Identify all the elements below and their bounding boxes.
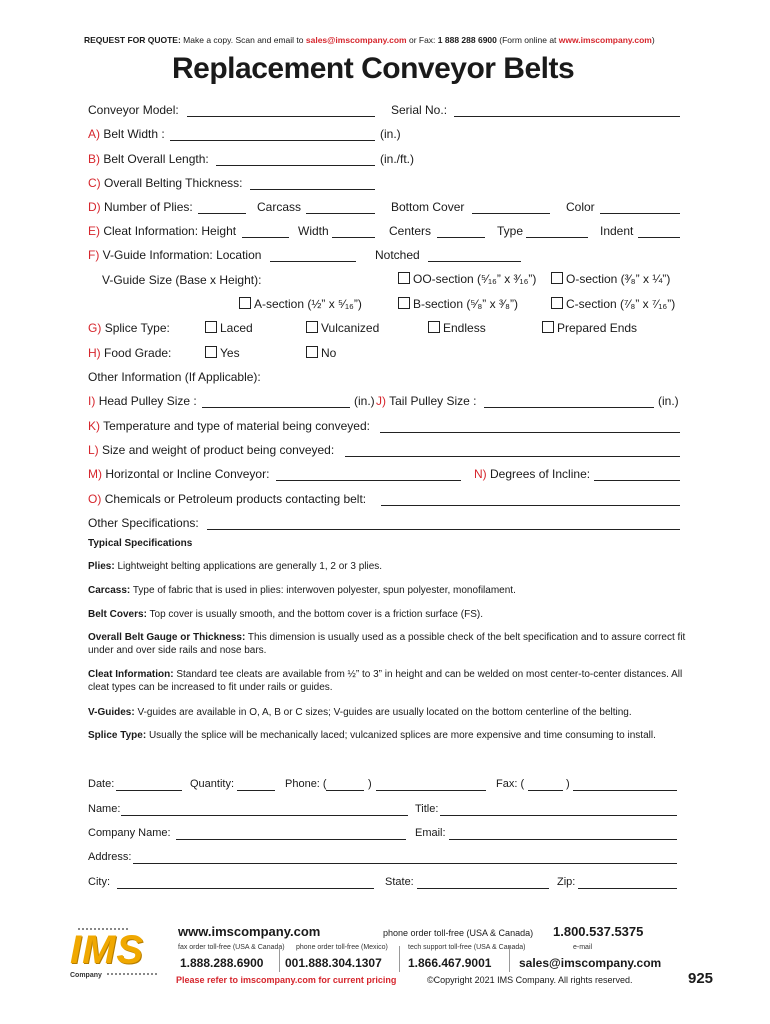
cleat-row: E) Cleat Information: Height	[88, 224, 237, 238]
carcass-field[interactable]	[306, 213, 375, 214]
zip-label: Zip:	[557, 876, 576, 888]
spec-cleat: Cleat Information: Standard tee cleats are available from ½” to 3” in height and can be welded on most center-to-center distances. All cleat types can be increased to fit under rails or guides.	[88, 669, 683, 693]
footer-fax-label: fax order toll-free (USA & Canada)	[178, 944, 285, 951]
incline-degrees-field[interactable]	[594, 480, 680, 481]
address-field[interactable]	[133, 863, 677, 864]
page-title: Replacement Conveyor Belts	[172, 52, 575, 85]
serial-no-field[interactable]	[454, 116, 680, 117]
product-size-field[interactable]	[345, 456, 680, 457]
oo-section-checkbox[interactable]: OO-section (⁵⁄₁₆” x ³⁄₁₆”)	[398, 272, 536, 286]
conveyor-model-label: Conveyor Model:	[88, 103, 179, 117]
spec-belt-gauge: Overall Belt Gauge or Thickness: This dimension is usually used as a possible check of the belt specification and to assure correct fit under and over side rails and nose bars.	[88, 632, 686, 656]
zip-field[interactable]	[578, 888, 677, 889]
ims-logo	[70, 930, 157, 979]
conveyor-orientation-row: M) Horizontal or Incline Conveyor:	[88, 467, 270, 481]
request-quote-header: REQUEST FOR QUOTE: Make a copy. Scan and email to sales@imscompany.com or Fax: 1 888 288 6900 (Form online at www.imscompany.com)	[84, 35, 655, 45]
head-pulley-field[interactable]	[202, 407, 350, 408]
checkbox-icon[interactable]	[306, 346, 318, 358]
chemicals-field[interactable]	[381, 505, 680, 506]
color-field[interactable]	[600, 213, 680, 214]
state-label: State:	[385, 876, 414, 888]
belt-width-unit: (in.)	[380, 127, 401, 141]
city-field[interactable]	[117, 888, 374, 889]
footer-email[interactable]: sales@imscompany.com	[519, 956, 662, 970]
footer-divider-1	[279, 946, 280, 972]
checkbox-icon[interactable]	[551, 272, 563, 284]
quantity-label: Quantity:	[190, 778, 235, 790]
cleat-type-label: Type	[497, 224, 524, 238]
checkbox-icon[interactable]	[551, 297, 563, 309]
title-label: Title:	[415, 803, 439, 815]
checkbox-icon[interactable]	[542, 321, 554, 333]
other-specs-label: Other Specifications:	[88, 516, 199, 530]
other-info-label: Other Information (If Applicable):	[88, 370, 261, 384]
conveyor-model-field[interactable]	[187, 116, 375, 117]
o-section-checkbox[interactable]: O-section (³⁄₈” x ¼”)	[551, 272, 670, 286]
email-label: Email:	[415, 827, 446, 839]
header-url-link[interactable]: www.imscompany.com	[558, 35, 652, 45]
footer-phone-number: 1.800.537.5375	[553, 924, 644, 939]
footer-fax-number: 1.888.288.6900	[180, 956, 264, 970]
belt-thickness-row: C) Overall Belting Thickness:	[88, 176, 243, 190]
checkbox-icon[interactable]	[398, 297, 410, 309]
carcass-label: Carcass	[257, 200, 302, 214]
head-pulley-unit: (in.)	[354, 394, 375, 408]
cleat-width-label: Width	[298, 224, 329, 238]
phone-area-field[interactable]	[326, 790, 364, 791]
specs-heading: Typical Specifications	[88, 538, 193, 549]
plies-field[interactable]	[198, 213, 246, 214]
cleat-type-field[interactable]	[526, 237, 588, 238]
incline-degrees-row: N) Degrees of Incline:	[474, 467, 591, 481]
endless-checkbox[interactable]: Endless	[428, 321, 486, 335]
vguide-size-label: V-Guide Size (Base x Height):	[102, 273, 262, 287]
name-field[interactable]	[121, 815, 408, 816]
b-section-checkbox[interactable]: B-section (⁵⁄₈” x ³⁄₈”)	[398, 297, 518, 311]
belt-width-field[interactable]	[170, 140, 375, 141]
checkbox-icon[interactable]	[398, 272, 410, 284]
phone-number-field[interactable]	[376, 790, 486, 791]
food-grade-row: H) Food Grade:	[88, 346, 172, 360]
date-label: Date:	[88, 778, 115, 790]
address-label: Address:	[88, 851, 132, 863]
header-email-link[interactable]: sales@imscompany.com	[305, 35, 407, 45]
chemicals-row: O) Chemicals or Petroleum products contacting belt:	[88, 492, 367, 506]
notched-field[interactable]	[428, 261, 521, 262]
head-pulley-row: I) Head Pulley Size :	[88, 394, 197, 408]
fax-close: )	[566, 778, 570, 790]
cleat-indent-field[interactable]	[638, 237, 680, 238]
laced-checkbox[interactable]: Laced	[205, 321, 253, 335]
belt-thickness-field[interactable]	[250, 189, 375, 190]
color-label: Color	[566, 200, 595, 214]
notched-label: Notched	[375, 248, 420, 262]
conveyor-orientation-field[interactable]	[276, 480, 461, 481]
cleat-width-field[interactable]	[332, 237, 375, 238]
tail-pulley-field[interactable]	[484, 407, 654, 408]
vulcanized-checkbox[interactable]: Vulcanized	[306, 321, 379, 335]
fax-label: Fax: (	[496, 778, 525, 790]
checkbox-icon[interactable]	[205, 321, 217, 333]
page-number: 925	[688, 970, 714, 987]
footer-mexico-number: 001.888.304.1307	[285, 956, 382, 970]
plies-row: D) Number of Plies:	[88, 200, 193, 214]
ims-logo-company: Company	[70, 972, 102, 979]
temperature-row: K) Temperature and type of material being conveyed:	[88, 419, 370, 433]
a-section-checkbox[interactable]: A-section (½” x ⁵⁄₁₆”)	[239, 297, 362, 311]
spec-carcass: Carcass: Type of fabric that is used in plies: interwoven polyester, spun polyester, monofilament.	[88, 585, 516, 596]
header-prefix: REQUEST FOR QUOTE:	[84, 35, 181, 45]
date-field[interactable]	[116, 790, 182, 791]
cleat-centers-field[interactable]	[437, 237, 485, 238]
bottom-cover-field[interactable]	[472, 213, 550, 214]
belt-length-row: B) Belt Overall Length:	[88, 152, 209, 166]
serial-no-label: Serial No.:	[391, 103, 448, 117]
spec-splice: Splice Type: Usually the splice will be mechanically laced; vulcanized splices are more expensive and time consuming to install.	[88, 730, 656, 741]
splice-type-row: G) Splice Type:	[88, 321, 170, 335]
checkbox-icon[interactable]	[306, 321, 318, 333]
name-label: Name:	[88, 803, 121, 815]
footer-email-label: e-mail	[573, 944, 593, 951]
state-field[interactable]	[417, 888, 549, 889]
belt-width-row: A) Belt Width :	[88, 127, 165, 141]
food-grade-no-checkbox[interactable]: No	[306, 346, 336, 360]
footer-website[interactable]: www.imscompany.com	[178, 924, 321, 939]
title-field[interactable]	[440, 815, 677, 816]
company-name-field[interactable]	[176, 839, 406, 840]
header-fax: 1 888 288 6900	[437, 35, 497, 45]
food-grade-yes-checkbox[interactable]: Yes	[205, 346, 240, 360]
footer-phone-label: phone order toll-free (USA & Canada)	[383, 928, 534, 938]
prepared-ends-checkbox[interactable]: Prepared Ends	[542, 321, 637, 335]
city-label: City:	[88, 876, 110, 888]
pricing-note: Please refer to imscompany.com for current pricing	[176, 975, 397, 985]
cleat-centers-label: Centers	[389, 224, 432, 238]
email-field[interactable]	[449, 839, 677, 840]
fax-number-field[interactable]	[573, 790, 677, 791]
belt-length-unit: (in./ft.)	[380, 152, 415, 166]
cleat-height-field[interactable]	[242, 237, 289, 238]
phone-label: Phone: (	[285, 778, 327, 790]
footer-tech-number: 1.866.467.9001	[408, 956, 492, 970]
cleat-indent-label: Indent	[600, 224, 634, 238]
phone-close: )	[368, 778, 372, 790]
quantity-field[interactable]	[237, 790, 275, 791]
spec-vguides: V-Guides: V-guides are available in O, A, B or C sizes; V-guides are usually located on the bottom centerline of the belting.	[88, 707, 632, 718]
other-specs-field[interactable]	[207, 529, 680, 530]
fax-area-field[interactable]	[528, 790, 563, 791]
vguide-location-field[interactable]	[270, 261, 356, 262]
checkbox-icon[interactable]	[205, 346, 217, 358]
footer-divider-2	[399, 946, 400, 972]
vguide-row: F) V-Guide Information: Location	[88, 248, 262, 262]
checkbox-icon[interactable]	[239, 297, 251, 309]
tail-pulley-unit: (in.)	[658, 394, 679, 408]
footer-divider-3	[509, 946, 510, 972]
footer-tech-label: tech support toll-free (USA & Canada)	[408, 944, 526, 951]
checkbox-icon[interactable]	[428, 321, 440, 333]
c-section-checkbox[interactable]: C-section (⁷⁄₈” x ⁷⁄₁₆”)	[551, 297, 675, 311]
tail-pulley-row: J) Tail Pulley Size :	[376, 394, 477, 408]
bottom-cover-label: Bottom Cover	[391, 200, 465, 214]
footer-mexico-label: phone order toll-free (Mexico)	[296, 944, 388, 951]
belt-length-field[interactable]	[216, 165, 375, 166]
company-name-label: Company Name:	[88, 827, 171, 839]
ims-logo-text: IMS	[70, 928, 145, 972]
temperature-field[interactable]	[380, 432, 680, 433]
spec-plies: Plies: Lightweight belting applications are generally 1, 2 or 3 plies.	[88, 561, 383, 572]
product-size-row: L) Size and weight of product being conveyed:	[88, 443, 335, 457]
copyright: ©Copyright 2021 IMS Company. All rights reserved.	[427, 975, 633, 985]
spec-belt-covers: Belt Covers: Top cover is usually smooth, and the bottom cover is a friction surface (FS).	[88, 609, 483, 620]
